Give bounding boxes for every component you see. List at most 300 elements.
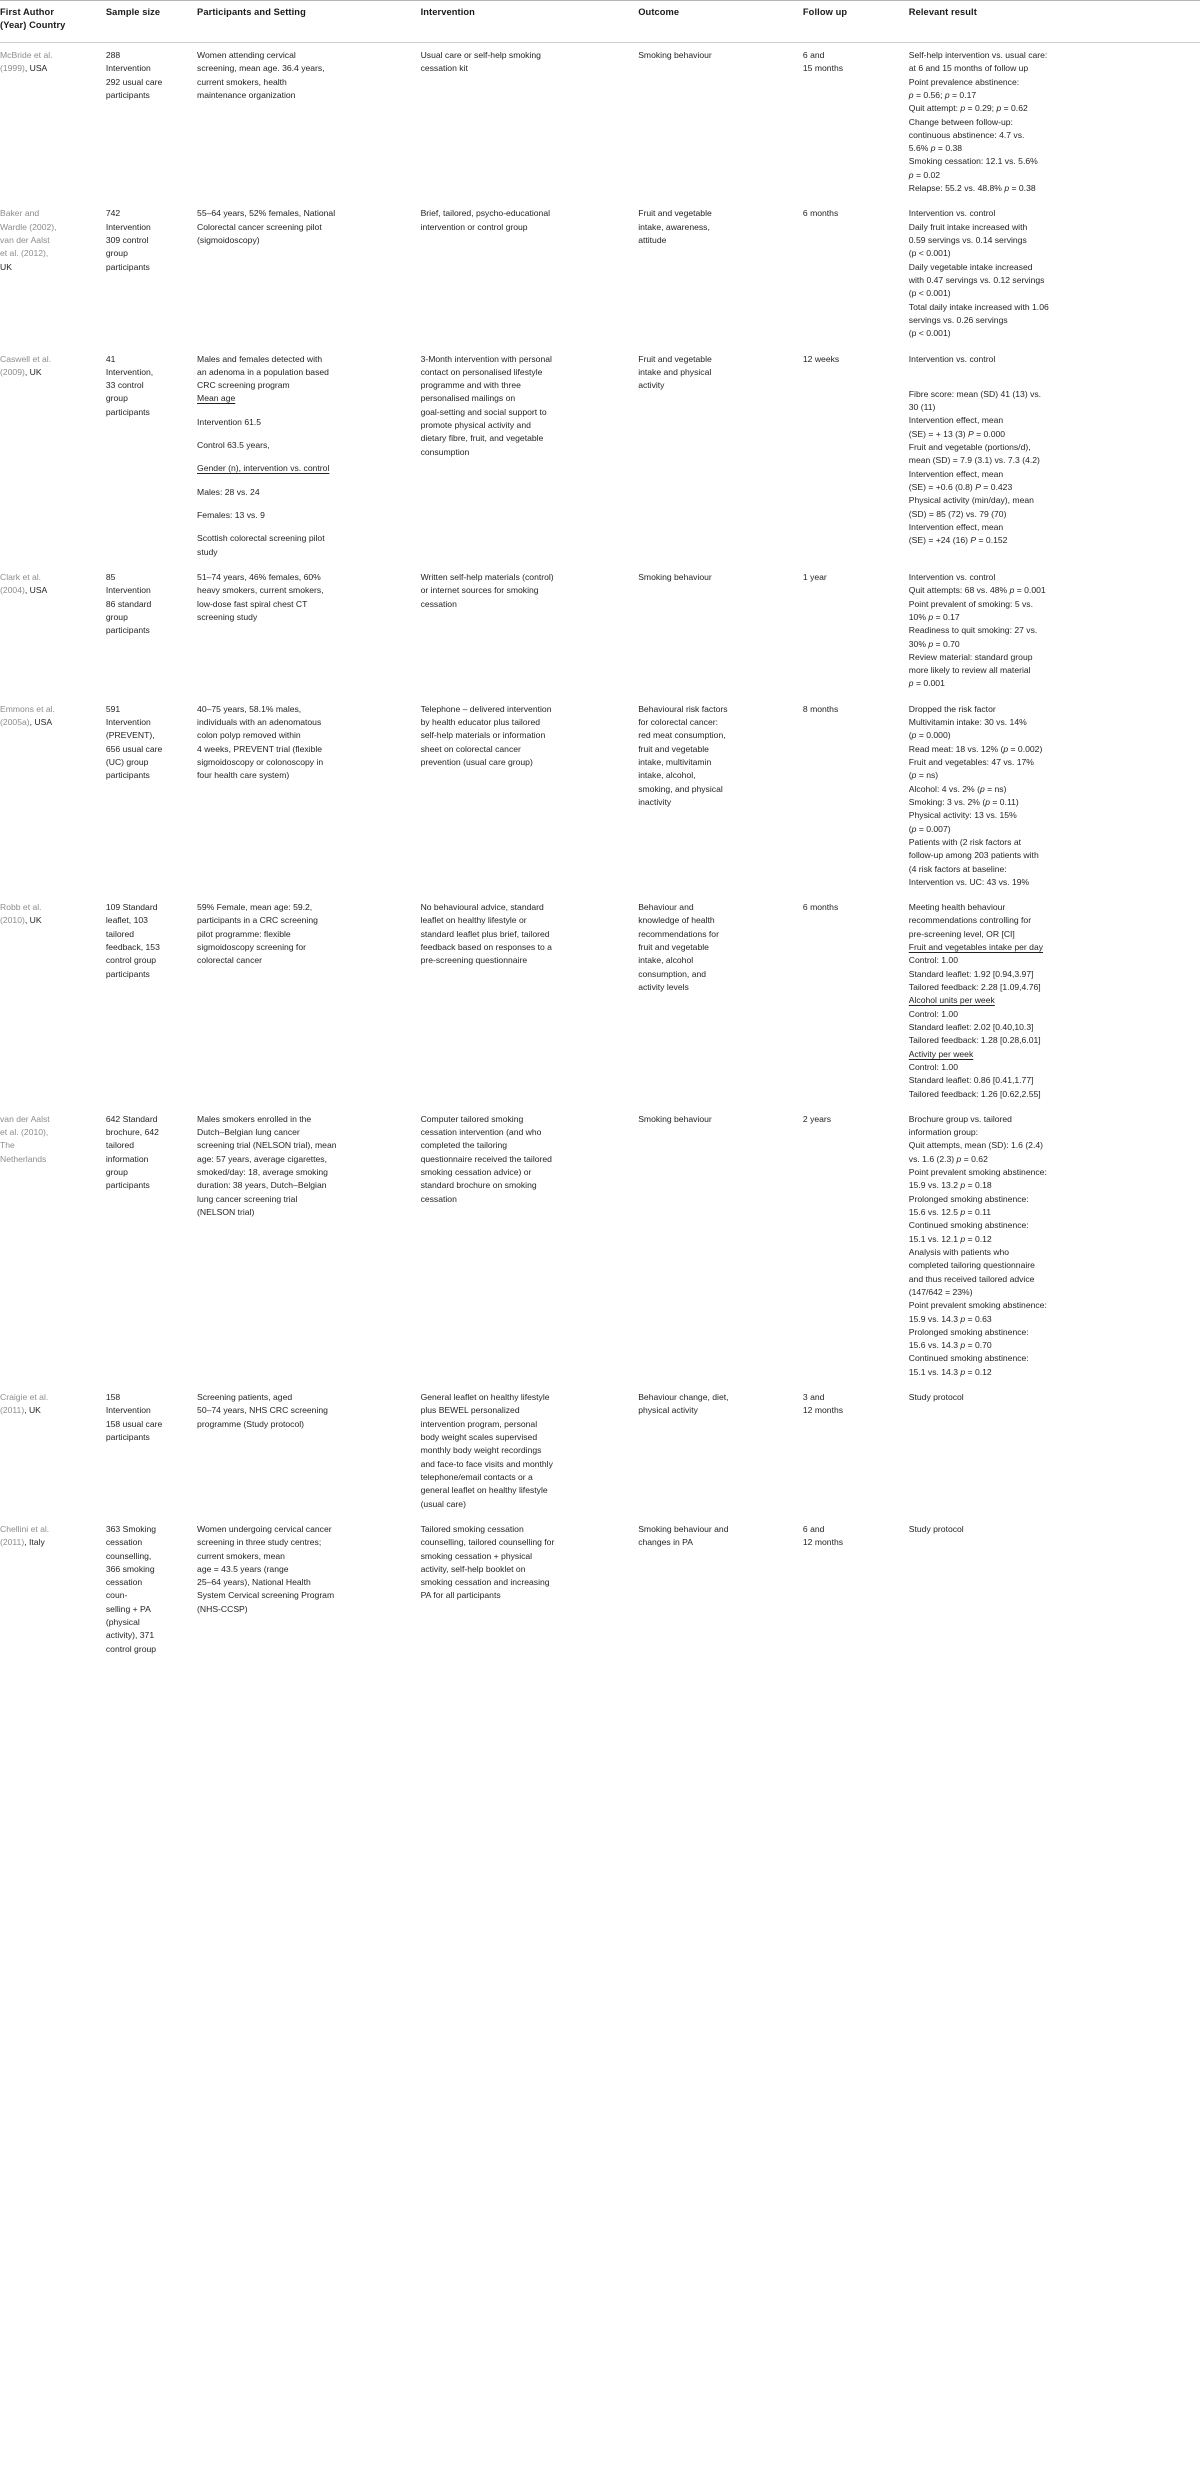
cell-relevant-result (909, 201, 1200, 346)
author-year-country: (2004), USA (0, 585, 48, 596)
result-line: 30 (11) (908, 402, 936, 413)
cell-author (0, 347, 106, 565)
participants-line: 59% Female, mean age: 59.2, (197, 902, 313, 913)
author-extra: van der Aalst (0, 235, 50, 245)
sample-line: 742 (105, 208, 121, 219)
intervention-line: monthly body weight recordings (420, 1445, 542, 1456)
intervention-line: smoking cessation advice) or (420, 1167, 532, 1178)
sample-line: control group (105, 955, 157, 966)
intervention-line: pre-screening questionnaire (420, 955, 528, 966)
participants-line: current smokers, health (197, 76, 287, 87)
participants-line: screening trial (NELSON trial), mean (197, 1140, 337, 1151)
intervention-line: General leaflet on healthy lifestyle (420, 1392, 550, 1403)
cell-participants (197, 1107, 421, 1385)
result-line: Point prevalent smoking abstinence: (908, 1300, 1047, 1311)
participants-line: Women attending cervical (197, 49, 296, 60)
result-line: Intervention vs. UC: 43 vs. 19% (908, 876, 1030, 887)
intervention-line: prevention (usual care group) (420, 757, 533, 767)
result-line: Brochure group vs. tailored (908, 1113, 1012, 1124)
result-line: p = 0.56; p = 0.17 (908, 89, 977, 100)
followup-line: 12 months (802, 1537, 844, 1548)
result-line: 5.6% p = 0.38 (908, 143, 963, 154)
followup-line: 6 months (802, 208, 839, 219)
sample-line: participants (105, 1432, 150, 1442)
result-line: Fruit and vegetable (portions/d), (908, 442, 1031, 453)
intervention-line: goal-setting and social support to (420, 406, 547, 417)
table-row[interactable] (0, 1385, 1200, 1517)
author-year-country: (2005a), USA (0, 717, 53, 728)
cell-relevant-result (909, 895, 1200, 1107)
table-row[interactable] (0, 201, 1200, 346)
outcome-line: Behaviour and (638, 902, 694, 913)
result-line: Control: 1.00 (908, 955, 958, 966)
result-line: Intervention vs. control (908, 571, 996, 582)
participants-line: Females: 13 vs. 9 (197, 510, 265, 520)
cell-intervention (421, 1385, 639, 1517)
participants-line: heavy smokers, current smokers, (197, 585, 324, 596)
result-line: (p = 0.007) (908, 823, 951, 834)
sample-line: Intervention (105, 717, 151, 728)
table-row[interactable] (0, 42, 1200, 201)
cell-participants (197, 1517, 421, 1666)
outcome-line: Behaviour change, diet, (638, 1392, 729, 1403)
author-extra: Netherlands (0, 1153, 47, 1164)
cell-intervention (421, 697, 639, 895)
result-line: 15.9 vs. 13.2 p = 0.18 (908, 1180, 992, 1191)
participants-line: Males and females detected with (197, 353, 323, 364)
intervention-line: Telephone – delivered intervention (420, 703, 552, 714)
participants-line: Mean age (197, 393, 236, 404)
result-line: continuous abstinence: 4.7 vs. (908, 129, 1025, 140)
followup-line: 6 months (802, 902, 839, 913)
table-row[interactable] (0, 1107, 1200, 1385)
column-header-first-author (0, 1, 106, 43)
sample-line: participants (105, 89, 150, 100)
sample-line: 158 usual care (105, 1418, 163, 1429)
sample-line: (UC) group (105, 757, 149, 767)
cell-outcome (638, 201, 803, 346)
result-line: 15.1 vs. 14.3 p = 0.12 (908, 1366, 992, 1377)
followup-line: 6 and (802, 49, 825, 60)
result-line: Control: 1.00 (908, 1061, 958, 1072)
table-row[interactable] (0, 347, 1200, 565)
participants-line: participants in a CRC screening (197, 915, 318, 926)
cell-author (0, 697, 106, 895)
intervention-line: general leaflet on healthy lifestyle (420, 1485, 548, 1496)
participants-line: (NHS-CCSP) (197, 1603, 248, 1614)
result-line: Standard leaflet: 2.02 [0.40,10.3] (908, 1021, 1034, 1032)
cell-outcome (638, 1385, 803, 1517)
cell-intervention (421, 565, 639, 697)
cell-followup (803, 201, 909, 346)
sample-line: counselling, (105, 1550, 152, 1561)
sample-line: participants (105, 1180, 150, 1191)
cell-sample-size (106, 347, 197, 565)
sample-line: Intervention (105, 63, 151, 74)
intervention-line: PA for all participants (420, 1590, 501, 1601)
intervention-line: cessation (420, 1193, 457, 1204)
result-line: (SE) = + 13 (3) P = 0.000 (908, 428, 1006, 439)
cell-sample-size (106, 201, 197, 346)
result-line: Dropped the risk factor (908, 703, 996, 714)
result-line: Smoking: 3 vs. 2% (p = 0.11) (908, 796, 1019, 807)
cell-sample-size (106, 565, 197, 697)
followup-line: 12 months (802, 1405, 844, 1416)
cell-sample-size (106, 697, 197, 895)
intervention-line: intervention program, personal (420, 1418, 538, 1429)
intervention-line: intervention or control group (420, 221, 528, 232)
sample-line: participants (105, 406, 150, 417)
result-line: Intervention effect, mean (908, 415, 1004, 426)
sample-line: 288 (105, 49, 121, 60)
result-line: (p = 0.000) (908, 730, 951, 741)
participants-line: 4 weeks, PREVENT trial (flexible (197, 743, 323, 754)
intervention-line: cessation kit (420, 63, 468, 74)
result-line: vs. 1.6 (2.3) p = 0.62 (908, 1153, 988, 1164)
cell-author (0, 1385, 106, 1517)
participants-line: 25–64 years), National Health (197, 1577, 311, 1588)
result-line: p = 0.001 (908, 678, 945, 689)
participants-line: System Cervical screening Program (197, 1590, 335, 1601)
result-line: Smoking cessation: 12.1 vs. 5.6% (908, 156, 1038, 167)
cell-participants (197, 895, 421, 1107)
cell-relevant-result (909, 697, 1200, 895)
participants-line: study (197, 546, 218, 557)
intervention-line: 3-Month intervention with personal (420, 353, 552, 364)
outcome-line: intake and physical (638, 366, 712, 377)
outcome-line: consumption, and (638, 968, 707, 979)
cell-sample-size (106, 42, 197, 201)
result-line: servings vs. 0.26 servings (908, 314, 1008, 325)
outcome-line: fruit and vegetable (638, 743, 709, 754)
sample-line: (PREVENT), (105, 730, 155, 741)
intervention-line: programme and with three (420, 380, 521, 391)
sample-line: tailored (105, 1140, 135, 1151)
participants-line: Gender (n), intervention vs. control (197, 463, 330, 474)
intervention-line: Tailored smoking cessation (420, 1523, 524, 1534)
author-name: Clark et al. (0, 571, 42, 582)
sample-line: (physical (105, 1617, 140, 1628)
result-line: with 0.47 servings vs. 0.12 servings (908, 274, 1045, 285)
cell-intervention (421, 347, 639, 565)
author-year-country: (2011), UK (0, 1405, 41, 1416)
result-line: Tailored feedback: 1.28 [0.28,6.01] (908, 1035, 1041, 1046)
result-line: 15.9 vs. 14.3 p = 0.63 (908, 1313, 992, 1324)
intervention-line: and face-to face visits and monthly (420, 1458, 553, 1469)
cell-author (0, 42, 106, 201)
sample-line: 309 control (105, 235, 149, 245)
result-line: Fibre score: mean (SD) 41 (13) vs. (908, 388, 1042, 399)
result-line: (p < 0.001) (908, 328, 951, 339)
participants-line: current smokers, mean (197, 1550, 285, 1561)
outcome-line: smoking, and physical (638, 783, 723, 794)
followup-line: 15 months (802, 63, 844, 74)
author-extra: The (0, 1140, 15, 1151)
followup-line: 2 years (802, 1113, 832, 1124)
cell-followup (803, 1385, 909, 1517)
column-header-relevant-result: Relevant result (908, 7, 977, 17)
result-line: Tailored feedback: 1.26 [0.62,2.55] (908, 1088, 1041, 1099)
participants-line: sigmoidoscopy screening for (197, 942, 306, 953)
sample-line: information (105, 1153, 149, 1164)
sample-line: control group (105, 1643, 157, 1654)
outcome-line: for colorectal cancer: (638, 717, 718, 728)
cell-outcome (638, 42, 803, 201)
intervention-line: promote physical activity and (420, 420, 531, 431)
table-row[interactable] (0, 697, 1200, 895)
intervention-line: or internet sources for smoking (420, 585, 539, 596)
intervention-line: smoking cessation + physical (420, 1550, 533, 1561)
cell-relevant-result (909, 565, 1200, 697)
result-line: 0.59 servings vs. 0.14 servings (908, 235, 1027, 245)
sample-line: participants (105, 261, 150, 272)
column-header-sample-size: Sample size (105, 7, 161, 17)
header-author-line1: First Author (0, 7, 55, 17)
cell-outcome (638, 895, 803, 1107)
cell-outcome (638, 697, 803, 895)
result-line: (p = ns) (908, 770, 939, 781)
participants-line: colorectal cancer (197, 955, 263, 966)
result-line: Point prevalent of smoking: 5 vs. (908, 598, 1033, 609)
sample-line: selling + PA (105, 1603, 151, 1614)
result-line: Patients with (2 risk factors at (908, 836, 1022, 847)
intervention-line: sheet on colorectal cancer (420, 743, 521, 754)
cell-participants (197, 347, 421, 565)
result-line: Total daily intake increased with 1.06 (908, 301, 1049, 312)
participants-line: Women undergoing cervical cancer (197, 1523, 332, 1534)
table-body (0, 42, 1200, 1666)
table-header (0, 1, 1200, 43)
result-line: Multivitamin intake: 30 vs. 14% (908, 717, 1027, 728)
cell-author (0, 1517, 106, 1666)
intervention-line: self-help materials or information (420, 730, 546, 741)
author-year-country: (2011), Italy (0, 1537, 45, 1548)
participants-line: an adenoma in a population based (197, 366, 329, 377)
outcome-line: attitude (638, 235, 667, 245)
participants-line: four health care system) (197, 770, 290, 781)
result-line: Relapse: 55.2 vs. 48.8% p = 0.38 (908, 183, 1036, 194)
participants-line: Intervention 61.5 (197, 416, 262, 427)
participants-line: lung cancer screening trial (197, 1193, 298, 1204)
author-name: Emmons et al. (0, 703, 55, 714)
author-extra: et al. (2012), (0, 248, 49, 259)
sample-line: cessation (105, 1537, 143, 1548)
intervention-line: telephone/email contacts or a (420, 1471, 533, 1482)
column-header-participants: Participants and Setting (197, 7, 306, 17)
result-line: Physical activity (min/day), mean (908, 495, 1034, 506)
outcome-line: Smoking behaviour (638, 571, 712, 582)
author-year-country: (1999), USA (0, 63, 48, 74)
cell-participants (197, 42, 421, 201)
intervention-line: consumption (420, 446, 470, 457)
cell-author (0, 895, 106, 1107)
author-country: UK (0, 261, 12, 272)
result-line: 15.1 vs. 12.1 p = 0.12 (908, 1233, 992, 1244)
followup-line: 3 and (802, 1392, 825, 1403)
intervention-line: smoking cessation and increasing (420, 1577, 550, 1588)
participants-line: Screening patients, aged (197, 1392, 293, 1403)
outcome-line: knowledge of health (638, 915, 715, 926)
result-line: Daily fruit intake increased with (908, 221, 1028, 232)
column-header-intervention: Intervention (420, 7, 475, 17)
result-line: more likely to review all material (908, 665, 1031, 676)
sample-line: 109 Standard (105, 902, 158, 913)
result-line: (SE) = +24 (16) P = 0.152 (908, 535, 1008, 546)
cell-relevant-result (909, 42, 1200, 201)
result-line: Prolonged smoking abstinence: (908, 1326, 1029, 1337)
outcome-line: Smoking behaviour (638, 49, 712, 60)
outcome-line: red meat consumption, (638, 730, 726, 741)
outcome-line: Fruit and vegetable (638, 353, 712, 364)
sample-line: 85 (105, 571, 116, 582)
cell-followup (803, 347, 909, 565)
result-line: recommendations controlling for (908, 915, 1032, 926)
intervention-line: plus BEWEL personalized (420, 1405, 520, 1416)
sample-line: 591 (105, 703, 121, 714)
intervention-line: completed the tailoring (420, 1140, 508, 1151)
result-line: completed tailoring questionnaire (908, 1260, 1035, 1271)
sample-line: feedback, 153 (105, 942, 160, 953)
participants-line: duration: 38 years, Dutch–Belgian (197, 1180, 327, 1191)
cell-relevant-result (909, 1385, 1200, 1517)
result-line: 15.6 vs. 14.3 p = 0.70 (908, 1340, 992, 1351)
result-line: (p < 0.001) (908, 248, 951, 259)
participants-line: Males: 28 vs. 24 (197, 486, 260, 497)
table-row[interactable] (0, 1517, 1200, 1666)
participants-line: 40–75 years, 58.1% males, (197, 703, 302, 714)
participants-line: CRC screening program (197, 380, 290, 391)
sample-line: participants (105, 625, 150, 636)
participants-line: screening study (197, 611, 258, 622)
intervention-line: questionnaire received the tailored (420, 1153, 552, 1164)
participants-line: pilot programme: flexible (197, 928, 291, 939)
result-line: Fruit and vegetables intake per day (908, 942, 1044, 953)
sample-line: leaflet, 103 (105, 915, 148, 926)
cell-sample-size (106, 1517, 197, 1666)
sample-line: group (105, 248, 128, 259)
outcome-line: intake, multivitamin (638, 757, 712, 767)
sample-line: group (105, 611, 128, 622)
result-line: Intervention effect, mean (908, 468, 1004, 479)
outcome-line: Behavioural risk factors (638, 703, 728, 714)
participants-line: individuals with an adenomatous (197, 717, 322, 728)
cell-participants (197, 201, 421, 346)
participants-line: 51–74 years, 46% females, 60% (197, 571, 321, 582)
intervention-line: body weight scales supervised (420, 1432, 538, 1442)
author-name: van der Aalst (0, 1113, 50, 1124)
result-line: (SE) = +0.6 (0.8) P = 0.423 (908, 482, 1013, 492)
result-line: Daily vegetable intake increased (908, 261, 1033, 272)
author-year: Wardle (2002), (0, 221, 57, 232)
cell-outcome (638, 1517, 803, 1666)
cell-author (0, 565, 106, 697)
cell-author (0, 1107, 106, 1385)
sample-line: brochure, 642 (105, 1127, 159, 1138)
header-author-line2: (Year) Country (0, 20, 66, 31)
intervention-line: standard leaflet plus brief, tailored (420, 928, 550, 939)
participants-line: screening in three study centres; (197, 1537, 322, 1548)
column-header-followup: Follow up (802, 7, 848, 17)
author-name: Baker and (0, 208, 40, 219)
sample-line: Intervention, (105, 366, 154, 377)
sample-line: group (105, 393, 128, 404)
result-line: p = 0.02 (908, 169, 941, 180)
author-year-country: (2009), UK (0, 366, 42, 377)
author-name: Robb et al. (0, 902, 42, 913)
sample-line: tailored (105, 928, 135, 939)
cell-outcome (638, 565, 803, 697)
participants-line: Dutch–Belgian lung cancer (197, 1127, 300, 1138)
cell-followup (803, 697, 909, 895)
result-line: Readiness to quit smoking: 27 vs. (908, 625, 1038, 636)
sample-line: 363 Smoking (105, 1523, 157, 1534)
sample-line: participants (105, 968, 150, 979)
intervention-line: by health educator plus tailored (420, 717, 540, 728)
participants-line: low-dose fast spiral chest CT (197, 598, 308, 609)
column-header-outcome: Outcome (638, 7, 680, 17)
result-line: (p < 0.001) (908, 288, 951, 299)
sample-line: activity), 371 (105, 1630, 155, 1641)
result-line: Study protocol (908, 1392, 964, 1403)
followup-line: 6 and (802, 1523, 825, 1534)
followup-line: 1 year (802, 571, 827, 582)
result-line: Quit attempts, mean (SD): 1.6 (2.4) (908, 1140, 1043, 1151)
outcome-line: intake, alcohol, (638, 770, 696, 781)
sample-line: Intervention (105, 585, 151, 596)
result-line: Change between follow-up: (908, 116, 1013, 127)
cell-relevant-result (909, 1517, 1200, 1666)
result-line: at 6 and 15 months of follow up (908, 63, 1029, 74)
intervention-line: dietary fibre, fruit, and vegetable (420, 433, 544, 444)
cell-author (0, 201, 106, 346)
cell-relevant-result (909, 347, 1200, 565)
sample-line: cessation (105, 1577, 143, 1588)
result-line: Meeting health behaviour (908, 902, 1006, 913)
author-name: Craigie et al. (0, 1392, 49, 1403)
result-line: Read meat: 18 vs. 12% (p = 0.002) (908, 743, 1043, 754)
participants-line: age: 57 years, average cigarettes, (197, 1153, 327, 1164)
result-line: Alcohol: 4 vs. 2% (p = ns) (908, 783, 1007, 794)
sample-line: 158 (105, 1392, 121, 1403)
intervention-line: contact on personalised lifestyle (420, 366, 543, 377)
table-row[interactable] (0, 895, 1200, 1107)
cell-intervention (421, 201, 639, 346)
cell-followup (803, 1517, 909, 1666)
result-line: Intervention vs. control (908, 208, 996, 219)
result-line: follow-up among 203 patients with (908, 850, 1039, 861)
participants-line: programme (Study protocol) (197, 1418, 305, 1429)
sample-line: coun- (105, 1590, 128, 1601)
author-year: et al. (2010), (0, 1127, 49, 1138)
cell-intervention (421, 895, 639, 1107)
outcome-line: Fruit and vegetable (638, 208, 712, 219)
participants-line: sigmoidoscopy or colonoscopy in (197, 757, 324, 767)
table-row[interactable] (0, 565, 1200, 697)
intervention-line: Brief, tailored, psycho-educational (420, 208, 551, 219)
cell-followup (803, 565, 909, 697)
result-line: Self-help intervention vs. usual care: (908, 49, 1048, 60)
cell-intervention (421, 1517, 639, 1666)
cell-intervention (421, 42, 639, 201)
result-line: Intervention vs. control (908, 353, 996, 364)
result-line: Review material: standard group (908, 651, 1033, 662)
cell-outcome (638, 1107, 803, 1385)
cell-relevant-result (909, 1107, 1200, 1385)
result-line: information group: (908, 1127, 979, 1138)
result-line: Analysis with patients who (908, 1246, 1010, 1257)
cell-sample-size (106, 1385, 197, 1517)
outcome-line: intake, alcohol (638, 955, 694, 966)
